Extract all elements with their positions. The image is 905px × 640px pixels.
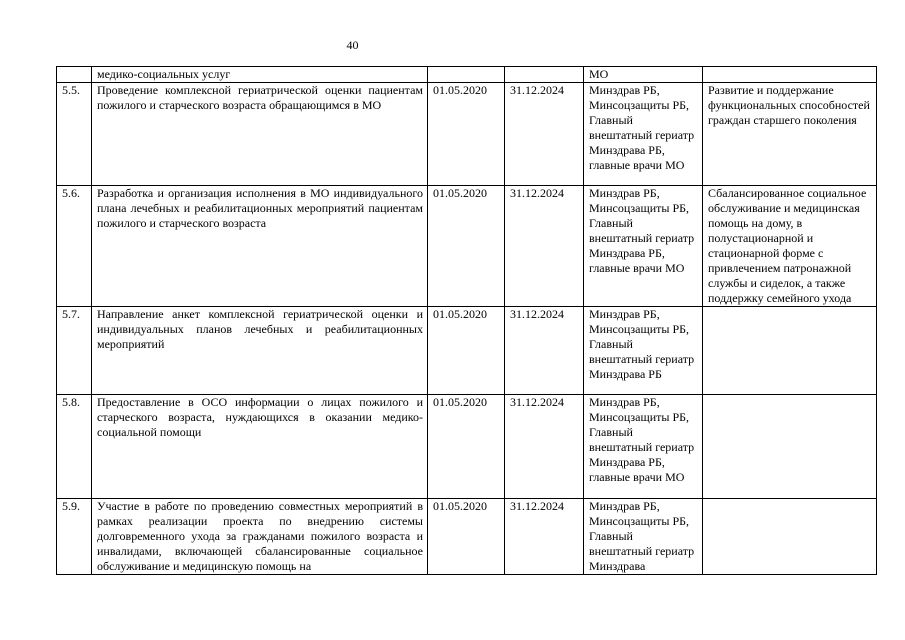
start-date-cell: 01.05.2020 [428,499,505,575]
result-cell [703,395,877,499]
row-number: 5.6. [57,186,92,307]
end-date-cell [505,67,584,83]
table-row [57,499,877,575]
responsible-cell: Минздрав РБ, Минсоцзащиты РБ, Главный внештатный гериатр Минздрава РБ, главные врачи МО [584,186,703,307]
result-cell [703,67,877,83]
action-cell: Предоставление в ОСО информации о лицах пожилого и старческого возраста, нуждающихся в оказании медико-социальной помощи [92,395,428,499]
responsible-cell: Минздрав РБ, Минсоцзащиты РБ, Главный внештатный гериатр Минздрава РБ [584,307,703,395]
action-cell: Направление анкет комплексной гериатрической оценки и индивидуальных планов лечебных и реабилитационных мероприятий [92,307,428,395]
responsible-cell: Минздрав РБ, Минсоцзащиты РБ, Главный внештатный гериатр Минздрава [584,499,703,575]
start-date-cell: 01.05.2020 [428,186,505,307]
responsible-cell: МО [584,67,703,83]
start-date-cell: 01.05.2020 [428,395,505,499]
action-cell: Участие в работе по проведению совместных мероприятий в рамках реализации проекта по внедрению системы долговременного ухода за гражданами пожилого возраста и инвалидами, включающей сбалансированные социальное обслуживание и медицинскую помощь на [92,499,428,575]
responsible-cell: Минздрав РБ, Минсоцзащиты РБ, Главный внештатный гериатр Минздрава РБ, главные врачи МО [584,395,703,499]
result-cell [703,307,877,395]
end-date-cell: 31.12.2024 [505,186,584,307]
start-date-cell: 01.05.2020 [428,307,505,395]
end-date-cell: 31.12.2024 [505,83,584,186]
end-date-cell: 31.12.2024 [505,307,584,395]
table-row [57,186,877,307]
table-row [57,395,877,499]
row-number [57,67,92,83]
table-row [57,307,877,395]
start-date-cell [428,67,505,83]
row-number: 5.5. [57,83,92,186]
action-cell: Разработка и организация исполнения в МО индивидуального плана лечебных и реабилитационных мероприятий пациентам пожилого и старческого возраста [92,186,428,307]
row-number: 5.7. [57,307,92,395]
result-cell: Развитие и поддержание функциональных способностей граждан старшего поколения [703,83,877,186]
table-row [57,67,877,83]
end-date-cell: 31.12.2024 [505,395,584,499]
end-date-cell: 31.12.2024 [505,499,584,575]
result-cell [703,499,877,575]
table-row [57,83,877,186]
start-date-cell: 01.05.2020 [428,83,505,186]
action-cell: медико-социальных услуг [92,67,428,83]
row-number: 5.8. [57,395,92,499]
action-cell: Проведение комплексной гериатрической оценки пациентам пожилого и старческого возраста обращающимся в МО [92,83,428,186]
responsible-cell: Минздрав РБ, Минсоцзащиты РБ, Главный внештатный гериатр Минздрава РБ, главные врачи МО [584,83,703,186]
page-number: 40 [346,38,359,52]
measures-table [56,66,877,575]
row-number: 5.9. [57,499,92,575]
result-cell: Сбалансированное социальное обслуживание и медицинская помощь на дому, в полустационарной и стационарной форме с привлечением патронажной службы и сиделок, а также поддержку семейного ухода [703,186,877,307]
